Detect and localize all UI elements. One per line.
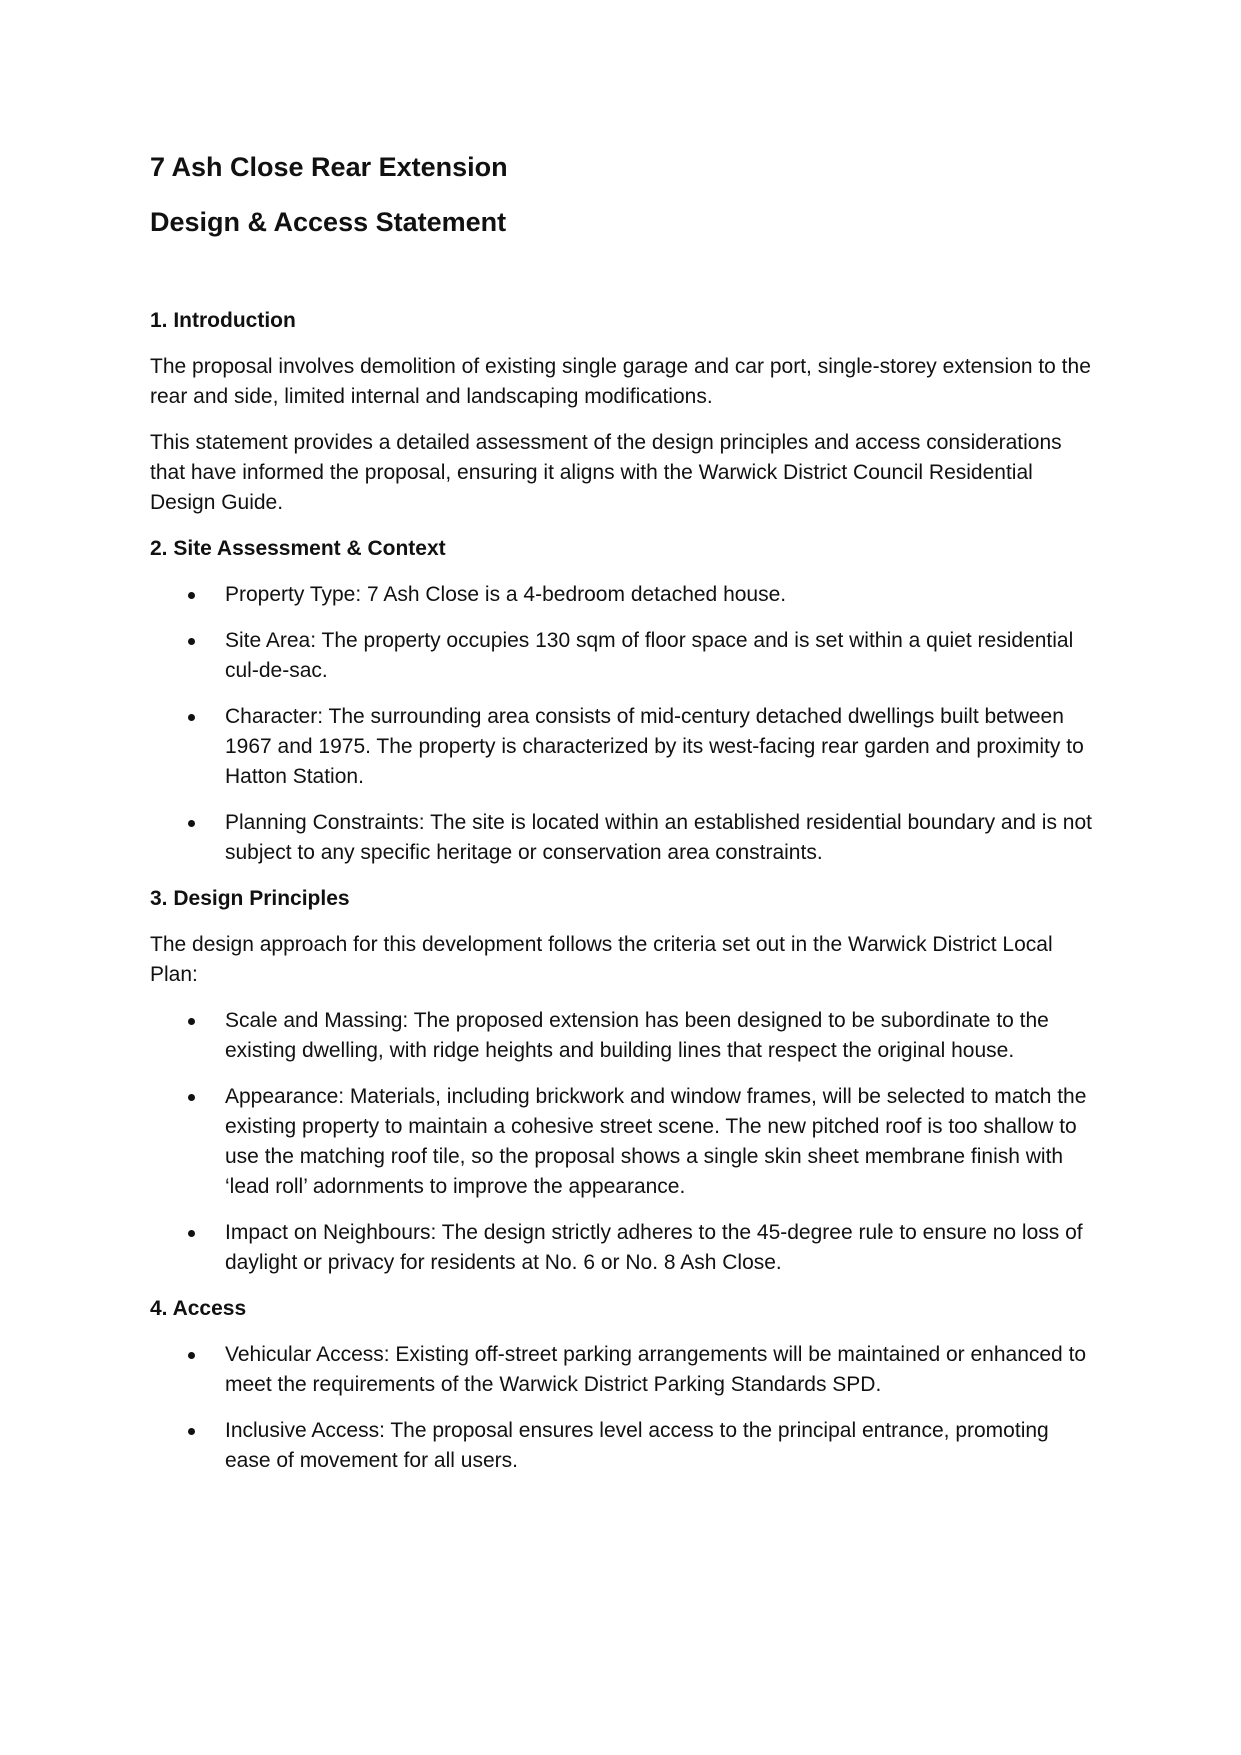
document-title: 7 Ash Close Rear Extension	[150, 152, 508, 182]
bullet-icon	[188, 714, 195, 721]
list-item	[150, 1218, 1100, 1278]
list-item-text: Character: The surrounding area consists of mid-century detached dwellings built between 1967 and 1975. The property is characterized by its west-facing rear garden and proximity to Hatton Station.	[225, 705, 1084, 788]
bullet-icon	[188, 1094, 195, 1101]
bullet-list-access	[150, 1340, 1100, 1476]
list-item-text: Property Type: 7 Ash Close is a 4-bedroom detached house.	[225, 583, 787, 606]
section-heading-site-assessment: 2. Site Assessment & Context	[150, 537, 446, 560]
bullet-icon	[188, 1230, 195, 1237]
bullet-icon	[188, 1428, 195, 1435]
list-item	[150, 1340, 1100, 1400]
list-item-text: Planning Constraints: The site is located within an established residential boundary and is not subject to any specific heritage or conservation area constraints.	[225, 811, 1092, 864]
paragraph: This statement provides a detailed assessment of the design principles and access considerations that have informed the proposal, ensuring it aligns with the Warwick District Council Residential Design Guide.	[150, 431, 1062, 514]
bullet-icon	[188, 638, 195, 645]
bullet-icon	[188, 820, 195, 827]
bullet-list-site	[150, 580, 1100, 868]
list-item	[150, 1082, 1100, 1202]
list-item-text: Vehicular Access: Existing off-street parking arrangements will be maintained or enhanced to meet the requirements of the Warwick District Parking Standards SPD.	[225, 1343, 1087, 1396]
section-heading-introduction: 1. Introduction	[150, 309, 296, 332]
list-item	[150, 1416, 1100, 1476]
paragraph: The proposal involves demolition of existing single garage and car port, single-storey extension to the rear and side, limited internal and landscaping modifications.	[150, 355, 1091, 408]
section-heading-access: 4. Access	[150, 1297, 247, 1320]
list-item-text: Scale and Massing: The proposed extension has been designed to be subordinate to the existing dwelling, with ridge heights and building lines that respect the original house.	[225, 1009, 1049, 1062]
bullet-icon	[188, 592, 195, 599]
bullet-icon	[188, 1018, 195, 1025]
list-item	[150, 626, 1100, 686]
bullet-list-design	[150, 1006, 1100, 1278]
document-body	[150, 306, 1100, 1492]
list-item	[150, 1006, 1100, 1066]
section-heading-design-principles: 3. Design Principles	[150, 887, 350, 910]
list-item-text: Site Area: The property occupies 130 sqm of floor space and is set within a quiet residential cul-de-sac.	[225, 629, 1074, 682]
list-item-text: Impact on Neighbours: The design strictly adheres to the 45-degree rule to ensure no loss of daylight or privacy for residents at No. 6 or No. 8 Ash Close.	[225, 1221, 1083, 1274]
list-item-text: Appearance: Materials, including brickwork and window frames, will be selected to match the existing property to maintain a cohesive street scene. The new pitched roof is too shallow to use the matching roof tile, so the proposal shows a single skin sheet membrane finish with ‘lead roll’ adornments to improve the appearance.	[225, 1085, 1087, 1198]
list-item-text: Inclusive Access: The proposal ensures level access to the principal entrance, promoting ease of movement for all users.	[225, 1419, 1049, 1472]
list-item	[150, 808, 1100, 868]
list-item	[150, 580, 1100, 610]
paragraph: The design approach for this development follows the criteria set out in the Warwick District Local Plan:	[150, 933, 1053, 986]
list-item	[150, 702, 1100, 792]
bullet-icon	[188, 1352, 195, 1359]
document-subtitle: Design & Access Statement	[150, 207, 507, 237]
